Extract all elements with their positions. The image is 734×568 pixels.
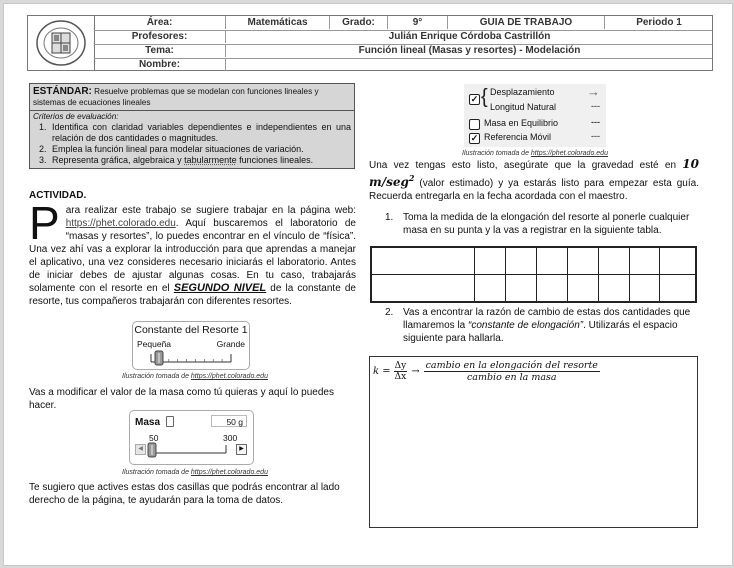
numerator-text: cambio en la elongación del resorte [425, 360, 598, 371]
word-fraction [424, 360, 600, 383]
activity-text: ara realizar este trabajo se sugiere trabajar en la página web: [65, 205, 356, 216]
doc-type: GUIA DE TRABAJO [448, 16, 605, 29]
spring-widget-title: Constante del Resorte 1 [134, 324, 248, 336]
item-number: 1. [385, 212, 394, 223]
table-cell[interactable] [567, 275, 598, 303]
teachers-label: Profesores: [94, 30, 226, 43]
table-cell[interactable] [505, 275, 536, 303]
table-cell[interactable] [629, 247, 660, 275]
table-row [371, 275, 696, 303]
mass-slider[interactable] [146, 441, 234, 459]
table-cell[interactable] [505, 247, 536, 275]
instruction-item-1 [385, 211, 698, 237]
segundo-nivel-emphasis: SEGUNDO NIVEL [173, 282, 267, 294]
criteria-section [30, 111, 354, 168]
gravity-text: (valor estimado) y ya estarás listo para empezar esta guía. Recuerda entregarla en la fecha acordada con el maestro. [369, 178, 699, 202]
activity-text: . Aquí buscaremos el laboratorio de “masas y resortes”, lo puedes encontrar en el vínculo de “física”. Una vez ahí vas a explorar la introducción para que aprendas a manejar el aplicativo, una vez consideres necesario iniciarás el laboratorio. Antes de iniciar debes de ajustar algunas cosas. En tu caso, trabajarás solamente con el resorte en el [29, 218, 356, 294]
table-cell[interactable] [536, 247, 567, 275]
area-label: Área: [94, 16, 226, 29]
arrow-icon: → [411, 366, 420, 377]
header-row-area [94, 16, 712, 31]
spring-max-label: Grande [216, 339, 245, 349]
standard-statement [30, 84, 354, 111]
formula-lhs: k = [373, 366, 391, 377]
table-cell[interactable] [475, 275, 506, 303]
item-text: . Utilizarás el espacio siguiente para hallarla. [403, 320, 678, 344]
delta-x: Δx [394, 372, 407, 382]
illustration-caption [440, 150, 630, 157]
illustration-caption [100, 373, 290, 380]
criteria-spellcheck-word: tabularmente [184, 155, 237, 165]
activity-paragraph [29, 197, 356, 308]
criteria-item: 1. Identifica con claridad variables dependientes e independientes en una relación de dos cantidades o magnitudes. [49, 122, 351, 144]
instruction-item-2 [385, 306, 698, 345]
mass-min-label: 50 [149, 433, 159, 443]
checkbox-suggestion: Te sugiero que actives estas dos casillas que podrás encontrar al lado derecho de la página, te ayudarán para la toma de datos. [29, 482, 340, 506]
grade-value: 9° [388, 16, 448, 29]
criteria-item [49, 155, 351, 166]
activity-title: ACTIVIDAD. [29, 190, 87, 201]
caption-link[interactable]: https://phet.colorado.edu [530, 150, 608, 157]
gravity-text: Una vez tengas esto listo, asegúrate que la gravedad esté en [369, 160, 683, 171]
mass-value-field[interactable]: 50 g [211, 415, 247, 427]
mass-widget [129, 410, 254, 465]
table-cell[interactable] [629, 275, 660, 303]
elongation-formula [373, 360, 600, 383]
header-table [27, 15, 713, 71]
dropcap: P [29, 197, 60, 249]
header-row-topic [94, 44, 712, 59]
table-row [371, 247, 696, 275]
dashed-line-indicator: --- [591, 131, 600, 141]
checkbox-masa-equilibrio[interactable] [469, 119, 480, 130]
illustration-caption [100, 469, 290, 476]
caption-text: Ilustración tomada de [122, 373, 191, 380]
table-cell[interactable] [371, 247, 475, 275]
checkbox-referencia-movil[interactable]: ✓ [470, 133, 479, 143]
header-row-teachers [94, 30, 712, 45]
mass-increment-button[interactable]: ▶ [236, 444, 247, 455]
checkbox-label: Desplazamiento [490, 87, 555, 97]
checkbox-label: Longitud Natural [490, 102, 557, 112]
area-value: Matemáticas [226, 16, 330, 29]
period: Periodo 1 [636, 17, 682, 28]
gravity-number: 10 m/seg [369, 157, 699, 189]
checkbox-label: Referencia Móvil [484, 132, 552, 142]
weight-icon [166, 416, 174, 427]
topic-label: Tema: [94, 44, 226, 57]
name-label: Nombre: [94, 58, 226, 71]
criteria-text: funciones lineales. [236, 155, 314, 165]
criteria-title: Criterios de evaluación: [33, 112, 119, 121]
checkbox-desplazamiento[interactable]: ✓ [470, 94, 479, 104]
caption-link[interactable]: https://phet.colorado.edu [190, 469, 268, 476]
checkbox-label: Masa en Equilibrio [484, 118, 559, 128]
mass-decrement-button[interactable]: ◀ [135, 444, 146, 455]
standard-title: ESTÁNDAR: [33, 86, 92, 97]
table-cell[interactable] [567, 247, 598, 275]
grade-label: Grado: [330, 16, 388, 29]
table-cell[interactable] [598, 275, 629, 303]
phet-checkbox-panel [464, 84, 606, 147]
item-text: Toma la medida de la elongación del resorte al ponerle cualquier masa en su punta y la vas a registrar en la siguiente tabla. [403, 212, 690, 236]
school-crest-icon [28, 16, 95, 70]
spring-constant-widget [132, 321, 250, 370]
denominator-text: cambio en la masa [466, 372, 557, 383]
caption-text: Ilustración tomada de [462, 150, 531, 157]
table-cell[interactable] [475, 247, 506, 275]
delta-y: Δy [394, 361, 407, 371]
caption-text: Ilustración tomada de [122, 469, 191, 476]
teachers-value: Julián Enrique Córdoba Castrillón [388, 31, 551, 42]
dashed-line-indicator: --- [591, 117, 600, 127]
criteria-list [33, 122, 351, 166]
topic-value: Función lineal (Masas y resortes) - Modelación [358, 45, 581, 56]
table-cell[interactable] [598, 247, 629, 275]
criteria-item: 2. Emplea la función lineal para modelar situaciones de variación. [49, 144, 351, 155]
item-emphasis: “constante de elongación” [468, 320, 584, 331]
item-text: Vas a encontrar la razón de cambio de estas dos cantidades que llamaremos la [403, 307, 691, 331]
table-cell[interactable] [660, 275, 696, 303]
brace-icon: { [481, 86, 488, 108]
gravity-exponent: 2 [408, 173, 415, 183]
spring-constant-slider[interactable] [147, 350, 237, 366]
mass-title: Masa [135, 417, 161, 428]
table-cell[interactable] [536, 275, 567, 303]
standard-text: Resuelve problemas que se modelan con funciones lineales y sistemas de ecuaciones lineales [33, 87, 319, 107]
arrow-indicator-icon: → [587, 84, 600, 99]
criteria-text: Representa gráfica, algebraica y [52, 155, 185, 165]
answer-box[interactable] [369, 356, 698, 528]
table-cell[interactable] [371, 275, 475, 303]
phet-link[interactable]: https://phet.colorado.edu [65, 218, 176, 229]
spring-min-label: Pequeña [137, 339, 172, 349]
header-row-name [94, 58, 712, 72]
dashed-line-indicator: --- [591, 101, 600, 111]
gravity-paragraph [369, 158, 699, 203]
name-field[interactable] [226, 58, 713, 71]
mass-max-label: 300 [223, 433, 238, 443]
activity-text: de la constante de resorte, tus compañeros trabajarán con diferentes resortes. [29, 283, 356, 307]
table-cell[interactable] [660, 247, 696, 275]
delta-fraction [394, 361, 408, 382]
mass-instruction: Vas a modificar el valor de la masa como tú quieras y aquí lo puedes hacer. [29, 387, 334, 411]
caption-link[interactable]: https://phet.colorado.edu [190, 373, 268, 380]
standard-box [29, 83, 355, 169]
elongation-data-table [370, 246, 697, 303]
item-number: 2. [385, 307, 394, 318]
